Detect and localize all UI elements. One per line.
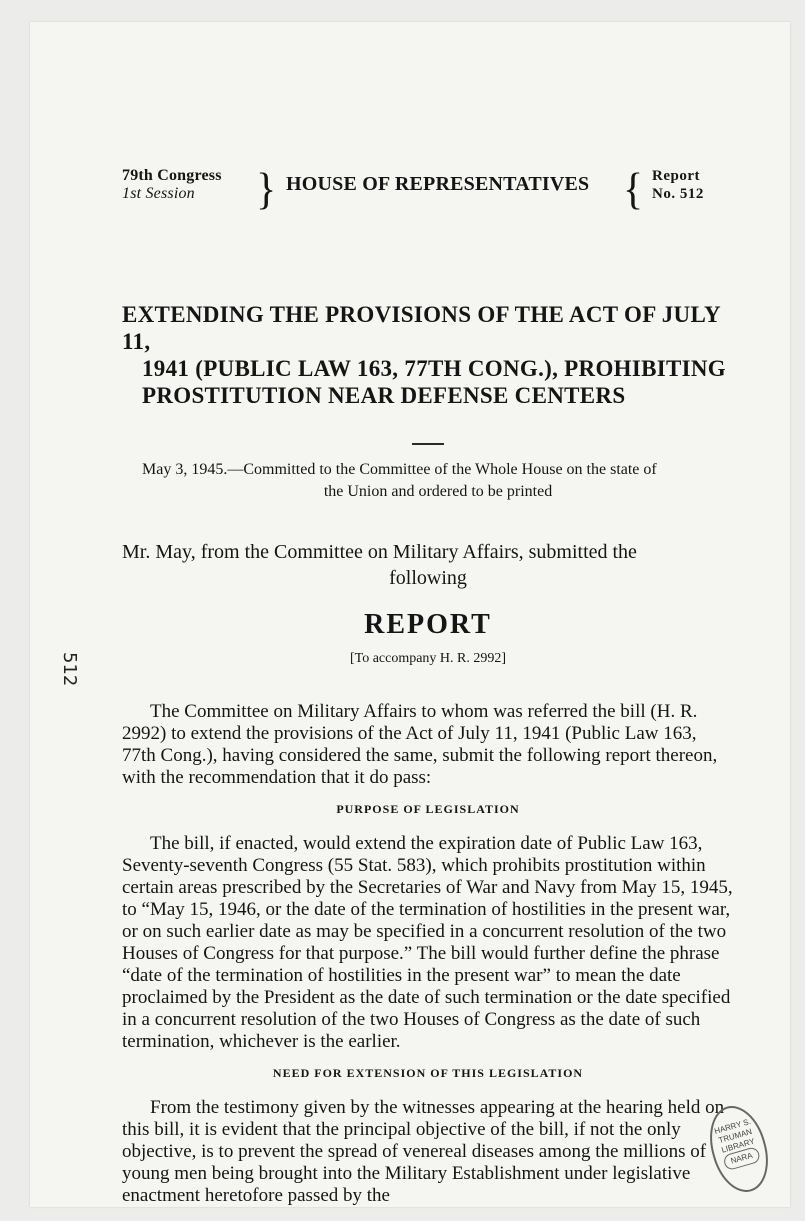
house-label: HOUSE OF REPRESENTATIVES (286, 173, 590, 195)
submitter-name: Mr. May (122, 541, 191, 563)
session-label: 1st Session (122, 185, 195, 202)
report-heading: REPORT (364, 609, 492, 640)
need-heading: NEED FOR EXTENSION OF THIS LEGISLATION (272, 1066, 584, 1080)
title-line-3: PROSTITUTION NEAR DEFENSE CENTERS (142, 383, 626, 408)
right-brace: { (623, 165, 644, 215)
need-paragraph: From the testimony given by the witnesses appearing at the hearing held on this bill, it is evident that the principal objective of the bill, if not the only objective, is to prevent the spread of venereal diseases among the millions of young men being brought into the Military Establishment under legislative enactment heretofore passed by the (122, 1097, 725, 1206)
title-line-1: EXTENDING THE PROVISIONS OF THE ACT OF JULY 11, (122, 302, 721, 354)
committed-line-1: —Committed to the Committee of the Whole House on the state of (227, 461, 657, 478)
submitted-note (122, 539, 734, 591)
report-number-block (652, 167, 734, 203)
committed-date: May 3, 1945. (142, 461, 228, 478)
document-content (122, 167, 734, 1207)
congress-label: 79th Congress (122, 167, 222, 184)
short-rule (412, 443, 444, 445)
committed-line-2: the Union and ordered to be printed (323, 483, 553, 500)
report-number: No. 512 (652, 186, 704, 202)
title-line-2: 1941 (PUBLIC LAW 163, 77TH CONG.), PROHIBITING (142, 356, 726, 381)
left-brace: } (256, 165, 277, 215)
document-page (30, 22, 790, 1207)
report-label: Report (652, 168, 700, 184)
stamp-nara-text: NARA (722, 1146, 761, 1171)
submitted-line-1: , from the Committee on Military Affairs, submitted the (190, 541, 637, 563)
report-title (122, 301, 734, 409)
intro-paragraph: The Committee on Military Affairs to whom was referred the bill (H. R. 2992) to extend the provisions of the Act of July 11, 1941 (Public Law 163, 77th Cong.), having considered the same, submit the following report thereon, with the recommendation that it do pass: (122, 701, 718, 788)
submitted-line-2: following (389, 567, 467, 589)
stamp-library-text: HARRY S. TRUMAN LIBRARY (713, 1116, 756, 1155)
purpose-paragraph: The bill, if enacted, would extend the expiration date of Public Law 163, Seventy-seventh Congress (55 Stat. 583), which prohibits prostitution within certain areas prescribed by the Secretaries of War and Navy from May 15, 1945, to “May 15, 1946, or the date of the termination of hostilities in the present war, or on such earlier date as may be specified in a concurrent resolution of the two Houses of Congress for that purpose.” The bill would further define the phrase “date of the termination of hostilities in the present war” to mean the date proclaimed by the President as the date of such termination or the date specified in a concurrent resolution of the two Houses of Congress as the date of such termination, whichever is the earlier. (122, 833, 733, 1052)
committed-note (122, 459, 734, 503)
purpose-heading: PURPOSE OF LEGISLATION (336, 802, 520, 816)
handwritten-margin-note: 512 (59, 652, 80, 687)
congress-session-block (122, 167, 252, 203)
accompany-note: [To accompany H. R. 2992] (349, 651, 507, 666)
report-header (122, 167, 734, 219)
